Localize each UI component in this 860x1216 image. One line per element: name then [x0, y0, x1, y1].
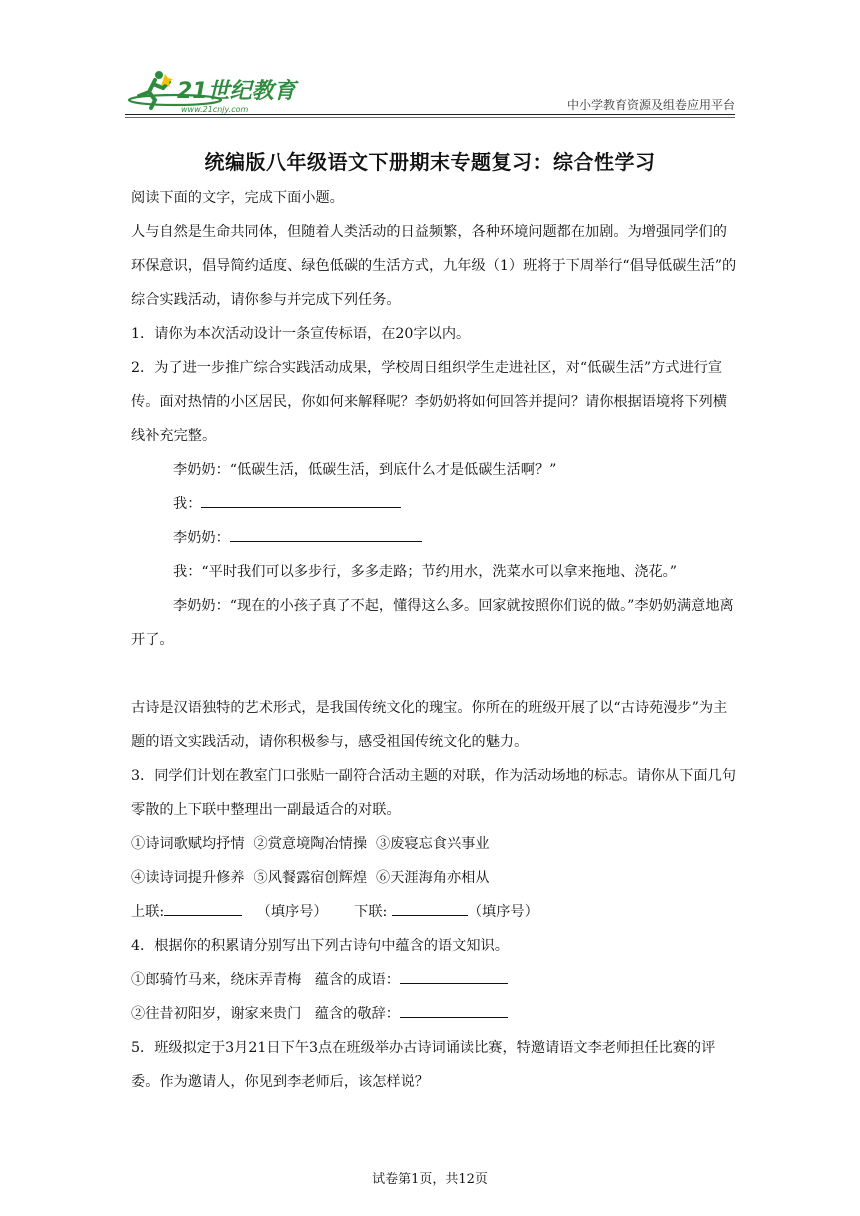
upper-couplet-label: 上联:	[131, 904, 165, 920]
dialog-line-3-label: 李奶奶：	[173, 530, 230, 546]
svg-text:21世纪教育: 21世纪教育	[177, 79, 296, 104]
question-3: 3．同学们计划在教室门口张贴一副符合活动主题的对联，作为活动场地的标志。请你从下面几句零散的上下联中整理出一副最适合的对联。	[131, 768, 736, 818]
page-header	[125, 66, 735, 118]
upper-couplet-blank[interactable]	[164, 897, 242, 916]
couplet-options-1: ①诗词歌赋均抒情 ②赏意境陶冶情操 ③废寝忘食兴事业	[131, 836, 490, 852]
question-5: 5．班级拟定于3月21日下午3点在班级举办古诗词诵读比赛，特邀请语文李老师担任比赛的评委。作为邀请人，你见到李老师后，该怎样说？	[131, 1040, 716, 1090]
section1-intro: 人与自然是生命共同体，但随着人类活动的日益频繁，各种环境问题都在加剧。为增强同学们的环保意识，倡导简约适度、绿色低碳的生活方式，九年级（1）班将于下周举行“倡导低碳生活”的综合实践活动，请你参与并完成下列任务。	[131, 224, 737, 308]
dialog-line-3	[131, 521, 737, 555]
question-4a-text: ①郎骑竹马来，绕床弄青梅 蕴含的成语：	[131, 972, 400, 988]
section-spacer	[131, 657, 737, 691]
header-divider	[125, 114, 735, 115]
question-1: 1．请你为本次活动设计一条宣传标语，在20字以内。	[131, 326, 471, 342]
couplet-answer-row	[131, 895, 737, 929]
section2-intro: 古诗是汉语独特的艺术形式，是我国传统文化的瑰宝。你所在的班级开展了以“古诗苑漫步”为主题的语文实践活动，请你积极参与，感受祖国传统文化的魅力。	[131, 700, 728, 750]
question-2: 2．为了进一步推广综合实践活动成果，学校周日组织学生走进社区，对“低碳生活”方式进行宣传。面对热情的小区居民，你如何来解释呢？李奶奶将如何回答并提问？请你根据语境将下列横线补充完整。	[131, 360, 727, 444]
fill-note-lower: （填序号）	[467, 904, 539, 920]
question-4b-text: ②往昔初阳岁，谢家来贵门 蕴含的敬辞：	[131, 1006, 400, 1022]
page-footer: 试卷第1页，共12页	[372, 1172, 488, 1187]
answer-blank-grandma[interactable]	[230, 523, 422, 542]
idiom-blank[interactable]	[400, 965, 508, 984]
platform-name: 中小学教育资源及组卷应用平台	[566, 98, 735, 112]
svg-text:www.21cnjy.com: www.21cnjy.com	[181, 105, 249, 114]
dialog-line-2-label: 我：	[173, 496, 202, 512]
question-4: 4．根据你的积累请分别写出下列古诗句中蕴含的语文知识。	[131, 938, 509, 954]
dialog-line-1: 李奶奶：“低碳生活，低碳生活，到底什么才是低碳生活啊？”	[173, 462, 557, 478]
logo-21cnjy	[125, 66, 315, 118]
question-4a	[131, 963, 737, 997]
question-4b	[131, 997, 737, 1031]
lower-couplet-blank[interactable]	[392, 897, 468, 916]
couplet-options-2: ④读诗词提升修养 ⑤风餐露宿创辉煌 ⑥天涯海角亦相从	[131, 870, 490, 886]
honorific-blank[interactable]	[400, 999, 508, 1018]
document-body	[131, 181, 737, 1099]
fill-note-upper: （填序号）	[256, 904, 328, 920]
header-divider-thin	[125, 117, 735, 118]
dialog-line-4: 我：“平时我们可以多步行，多多走路；节约用水，洗菜水可以拿来拖地、浇花。”	[173, 564, 677, 580]
instruction: 阅读下面的文字，完成下面小题。	[131, 190, 344, 206]
dialog-line-5: 李奶奶：“现在的小孩子真了不起，懂得这么多。回家就按照你们说的做。”李奶奶满意地离开了。	[131, 598, 734, 648]
lower-couplet-label: 下联:	[354, 904, 388, 920]
answer-blank-me[interactable]	[201, 489, 401, 508]
page-title: 统编版八年级语文下册期末专题复习：综合性学习	[204, 150, 656, 174]
dialog-line-2	[131, 487, 737, 521]
